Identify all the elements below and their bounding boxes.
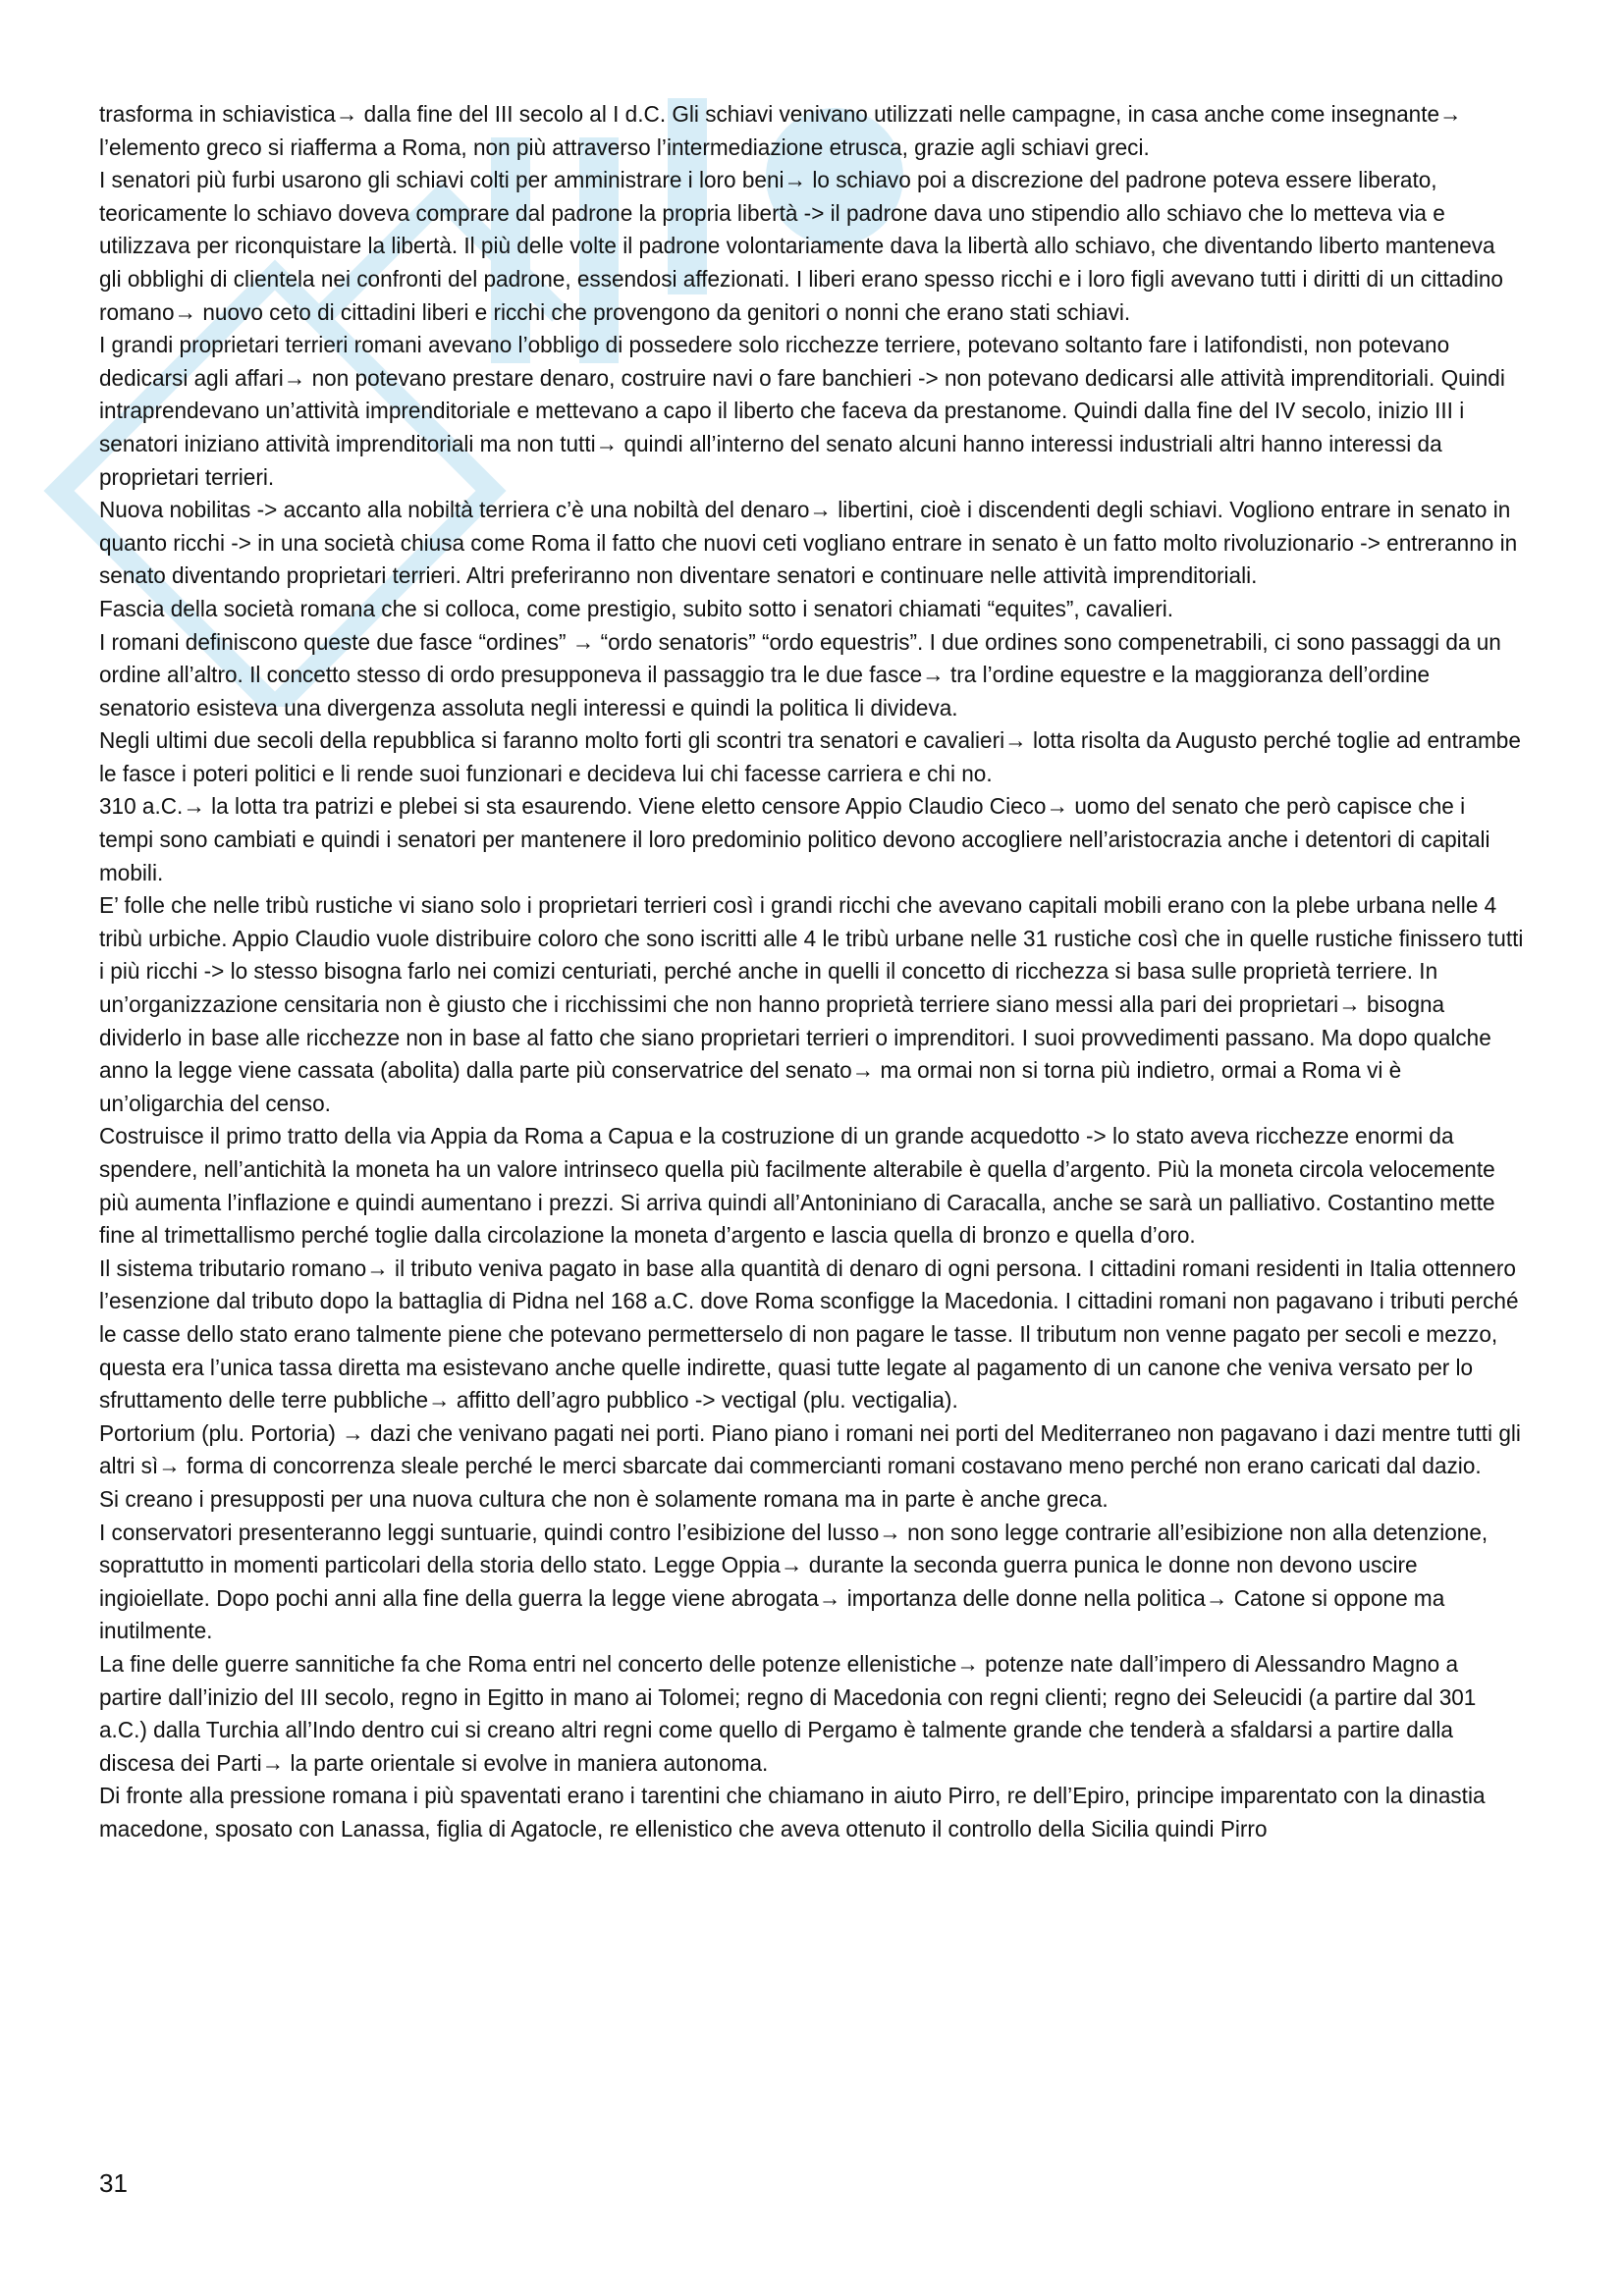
paragraph: I conservatori presenteranno leggi suntuarie, quindi contro l’esibizione del lusso→ non sono legge contrarie all’esibizione non alla detenzione, soprattutto in momenti particolari della storia dello stato. Legge Oppia→ durante la seconda guerra punica le donne non devono uscire ingioiellate. Dopo pochi anni alla fine della guerra la legge viene abrogata→ importanza delle donne nella politica→ Catone si oppone ma inutilmente. [99,1519,1489,1644]
paragraph: Negli ultimi due secoli della repubblica si faranno molto forti gli scontri tra senatori e cavalieri→ lotta risolta da Augusto perché toglie ad entrambe le fasce i poteri politici e li rende suoi funzionari e decideva lui chi facesse carriera e chi no. [99,727,1521,786]
paragraph: Di fronte alla pressione romana i più spaventati erano i tarentini che chiamano in aiuto Pirro, re dell’Epiro, principe imparentato con la dinastia macedone, sposato con Lanassa, figlia di Agatocle, re ellenistico che aveva ottenuto il controllo della Sicilia quindi Pirro [99,1783,1486,1842]
paragraph: 310 a.C.→ la lotta tra patrizi e plebei si sta esaurendo. Viene eletto censore Appio Claudio Cieco→ uomo del senato che però capisce che i tempi sono cambiati e quindi i senatori per mantenere il loro predominio politico devono accogliere nell’aristocrazia anche i detentori di capitali mobili. [99,793,1490,885]
paragraph: Nuova nobilitas -> accanto alla nobiltà terriera c’è una nobiltà del denaro→ libertini, cioè i discendenti degli schiavi. Vogliono entrare in senato in quanto ricchi -> in una società chiusa come Roma il fatto che nuovi ceti vogliano entrare in senato è un fatto molto rivoluzionario -> entreranno in senato diventando proprietari terrieri. Altri preferiranno non diventare senatori e continuare nelle attività imprenditoriali. [99,497,1518,589]
paragraph: I romani definiscono queste due fasce “ordines” → “ordo senatoris” “ordo equestris”. I due ordines sono compenetrabili, ci sono passaggi da un ordine all’altro. Il concetto stesso di ordo presupponeva il passaggio tra le due fasce→ tra l’ordine equestre e la maggioranza dell’ordine senatorio esisteva una divergenza assoluta negli interessi e quindi la politica li divideva. [99,628,1501,721]
paragraph: I grandi proprietari terrieri romani avevano l’obbligo di possedere solo ricchezze terriere, potevano soltanto fare i latifondisti, non potevano dedicarsi agli affari→ non potevano prestare denaro, costruire navi o fare banchieri -> non potevano dedicarsi alle attività imprenditoriali. Quindi intraprendevano un’attività imprenditoriale e mettevano a capo il liberto che faceva da prestanome. Quindi dalla fine del IV secolo, inizio III i senatori iniziano attività imprenditoriali ma non tutti→ quindi all’interno del senato alcuni hanno interessi industriali altri hanno interessi da proprietari terrieri. [99,332,1505,490]
paragraph: Si creano i presupposti per una nuova cultura che non è solamente romana ma in parte è anche greca. [99,1485,1109,1512]
paragraph: Portorium (plu. Portoria) → dazi che venivano pagati nei porti. Piano piano i romani nei porti del Mediterraneo non pagavano i dazi mentre tutti gli altri sì→ forma di concorrenza sleale perché le merci sbarcate dai commercianti romani costavano meno perché non erano caricati dal dazio. [99,1419,1521,1479]
paragraph: Costruisce il primo tratto della via Appia da Roma a Capua e la costruzione di un grande acquedotto -> lo stato aveva ricchezze enormi da spendere, nell’antichità la moneta ha un valore intrinseco quella più facilmente alterabile è quella d’argento. Più la moneta circola velocemente più aumenta l’inflazione e quindi aumentano i prezzi. Si arriva quindi all’Antoniniano di Caracalla, anche se sarà un palliativo. Costantino mette fine al trimettallismo perché toglie dalla circolazione la moneta d’argento e lascia quella di bronzo e quella d’oro. [99,1123,1495,1249]
paragraph: E’ folle che nelle tribù rustiche vi siano solo i proprietari terrieri così i grandi ricchi che avevano capitali mobili erano con la plebe urbana nelle 4 tribù urbiche. Appio Claudio vuole distribuire coloro che sono iscritti alle 4 le tribù urbane nelle 31 rustiche così che in quelle rustiche finissero tutti i più ricchi -> lo stesso bisogna farlo nei comizi centuriati, perché anche in quelli il concetto di ricchezza si basa sulle proprietà terriere. In un’organizzazione censitaria non è giusto che i ricchissimi che non hanno proprietà terriere siano messi alla pari dei proprietari→ bisogna dividerlo in base alle ricchezze non in base al fatto che siano proprietari terrieri o imprenditori. I suoi provvedimenti passano. Ma dopo qualche anno la legge viene cassata (abolita) dalla parte più conservatrice del senato→ ma ormai non si torna più indietro, ormai a Roma vi è un’oligarchia del censo. [99,892,1524,1116]
paragraph: La fine delle guerre sannitiche fa che Roma entri nel concerto delle potenze ellenistiche→ potenze nate dall’impero di Alessandro Magno a partire dall’inizio del III secolo, regno in Egitto in mano ai Tolomei; regno di Macedonia con regni clienti; regno dei Seleucidi (a partire dal 301 a.C.) dalla Turchia all’Indo dentro cui si creano altri regni come quello di Pergamo è talmente grande che tenderà a sfaldarsi a partire dalla discesa dei Parti→ la parte orientale si evolve in maniera autonoma. [99,1650,1477,1776]
page-number: 31 [99,2168,128,2198]
paragraph: Il sistema tributario romano→ il tributo veniva pagato in base alla quantità di denaro di ogni persona. I cittadini romani residenti in Italia ottennero l’esenzione dal tributo dopo la battaglia di Pidna nel 168 a.C. dove Roma sconfigge la Macedonia. I cittadini romani non pagavano i tributi perché le casse dello stato erano talmente piene che potevano permetterselo di non pagare le tasse. Il tributum non venne pagato per secoli e mezzo, questa era l’unica tassa diretta ma esistevano anche quelle indirette, quasi tutte legate al pagamento di un canone che veniva versato per lo sfruttamento delle terre pubbliche→ affitto dell’agro pubblico -> vectigal (plu. vectigalia). [99,1255,1519,1414]
paragraph: trasforma in schiavistica→ dalla fine del III secolo al I d.C. Gli schiavi venivano utilizzati nelle campagne, in casa anche come insegnante→ l’elemento greco si riafferma a Roma, non più attraverso l’intermediazione etrusca, grazie agli schiavi greci. [99,101,1462,160]
document-body [99,98,1523,1845]
paragraph: Fascia della società romana che si colloca, come prestigio, subito sotto i senatori chiamati “equites”, cavalieri. [99,595,1173,621]
paragraph: I senatori più furbi usarono gli schiavi colti per amministrare i loro beni→ lo schiavo poi a discrezione del padrone poteva essere liberato, teoricamente lo schiavo doveva comprare dal padrone la propria libertà -> il padrone dava uno stipendio allo schiavo che lo metteva via e utilizzava per riconquistare la libertà. Il più delle volte il padrone volontariamente dava la libertà allo schiavo, che diventando liberto manteneva gli obblighi di clientela nei confronti del padrone, essendosi affezionati. I liberi erano spesso ricchi e i loro figli avevano tutti i diritti di un cittadino romano→ nuovo ceto di cittadini liberi e ricchi che provengono da genitori o nonni che erano stati schiavi. [99,167,1503,325]
